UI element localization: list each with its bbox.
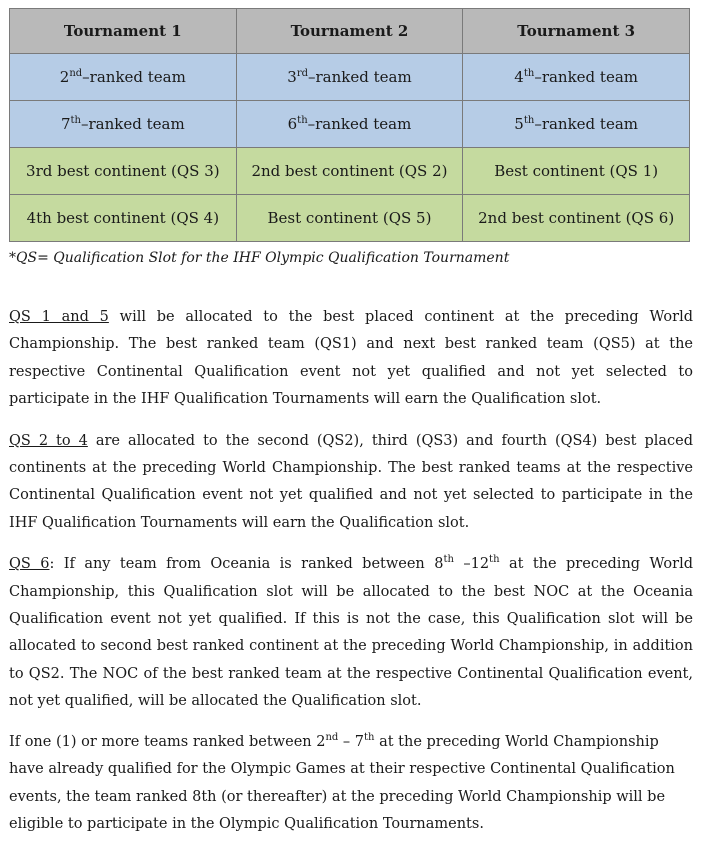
- range-dash: –: [338, 733, 355, 750]
- rank-suffix: th: [364, 731, 375, 743]
- paragraph-qs6: [9, 551, 693, 715]
- rank-suffix: th: [489, 554, 500, 566]
- rank-number: 4: [514, 68, 524, 86]
- paragraph-already-qualified: [9, 729, 693, 839]
- rank-text: –ranked team: [82, 68, 186, 86]
- table-cell: 3rd best continent (QS 3): [10, 148, 237, 195]
- header-tournament-2: Tournament 2: [236, 9, 463, 54]
- table-footnote: *QS= Qualification Slot for the IHF Olympic Qualification Tournament: [9, 250, 510, 266]
- table-cell: [463, 101, 690, 148]
- rank-text: –ranked team: [307, 115, 412, 133]
- table-cell: Best continent (QS 5): [236, 195, 463, 242]
- table-cell: [236, 54, 463, 101]
- paragraph-text: at the preceding World Championship, this Qualification slot will be allocated to the best NOC at the Oceania Qualification event not yet qualified. If this is not the case, this Qualification slot will be allocated to second best ranked continent at the preceding World Championship, in addition to QS2. The NOC of the best ranked team at the respective Continental Qualification event, not yet qualified, will be allocated the Qualification slot.: [9, 556, 693, 710]
- paragraph-text: will be allocated to the best placed continent at the preceding World Championship. The best ranked team (QS1) and next best ranked team (QS5) at the respective Continental Qualification event not yet qualified and not yet selected to participate in the IHF Qualification Tournaments will earn the Qualification slot.: [9, 309, 693, 408]
- table-cell: 4th best continent (QS 4): [10, 195, 237, 242]
- paragraph-text: are allocated to the second (QS2), third (QS3) and fourth (QS4) best placed continents at the preceding World Championship. The best ranked teams at the respective Continental Qualification event not yet qualified and not yet selected to participate in the IHF Qualification Tournaments will earn the Qualification slot.: [9, 432, 694, 531]
- table-row: [10, 148, 690, 195]
- rank-suffix: th: [523, 115, 535, 126]
- rank-number: 2: [59, 68, 70, 86]
- rank-suffix: th: [297, 115, 308, 126]
- rank-text: –ranked team: [308, 68, 412, 86]
- table-cell: 2nd best continent (QS 2): [236, 148, 463, 195]
- table-row: [10, 195, 690, 242]
- rank-suffix: th: [443, 554, 454, 566]
- range-dash: –: [453, 556, 471, 573]
- rank-text: –ranked team: [534, 68, 638, 86]
- paragraph-lead: QS 1 and 5: [9, 309, 109, 325]
- rank-suffix: th: [523, 68, 535, 79]
- paragraph-text: If one (1) or more teams ranked between: [9, 733, 317, 750]
- rank-suffix: rd: [296, 68, 308, 79]
- paragraph-lead: QS 6: [9, 556, 50, 573]
- paragraph-qs1-and-5: [9, 304, 693, 414]
- rank-number: 5: [514, 115, 524, 133]
- table-cell: Best continent (QS 1): [463, 148, 690, 195]
- table-cell: [236, 101, 463, 148]
- paragraph-qs2-to-4: [9, 428, 693, 538]
- rank-number: 7: [60, 115, 71, 133]
- rank-suffix: nd: [325, 731, 339, 743]
- table-cell: [10, 101, 237, 148]
- header-tournament-1: Tournament 1: [10, 9, 237, 54]
- paragraph-lead: QS 2 to 4: [9, 432, 88, 449]
- rank-number: 8: [434, 556, 444, 573]
- table-cell: [10, 54, 237, 101]
- paragraph-text: : If any team from Oceania is ranked between: [49, 556, 435, 573]
- rank-suffix: th: [70, 115, 81, 126]
- table-cell: [463, 54, 690, 101]
- table-cell: 2nd best continent (QS 6): [463, 195, 690, 242]
- rank-suffix: nd: [69, 68, 83, 79]
- paragraph-text: at the preceding World Championship have already qualified for the Olympic Games at their respective Continental Qualification events, the team ranked 8th (or thereafter) at the preceding World Championship will be eligible to participate in the Olympic Qualification Tournaments.: [9, 733, 675, 832]
- rank-text: –ranked team: [80, 115, 185, 133]
- table-header-row: [10, 9, 690, 54]
- document-page: [9, 0, 693, 838]
- rank-text: –ranked team: [534, 115, 638, 133]
- qualification-table: [9, 8, 690, 242]
- rank-number: 6: [287, 115, 298, 133]
- table-row: [10, 54, 690, 101]
- rank-number: 7: [354, 733, 364, 750]
- table-row: [10, 101, 690, 148]
- rank-number: 3: [287, 68, 297, 86]
- rank-number: 12: [470, 556, 490, 573]
- rank-number: 2: [316, 733, 326, 750]
- header-tournament-3: Tournament 3: [463, 9, 690, 54]
